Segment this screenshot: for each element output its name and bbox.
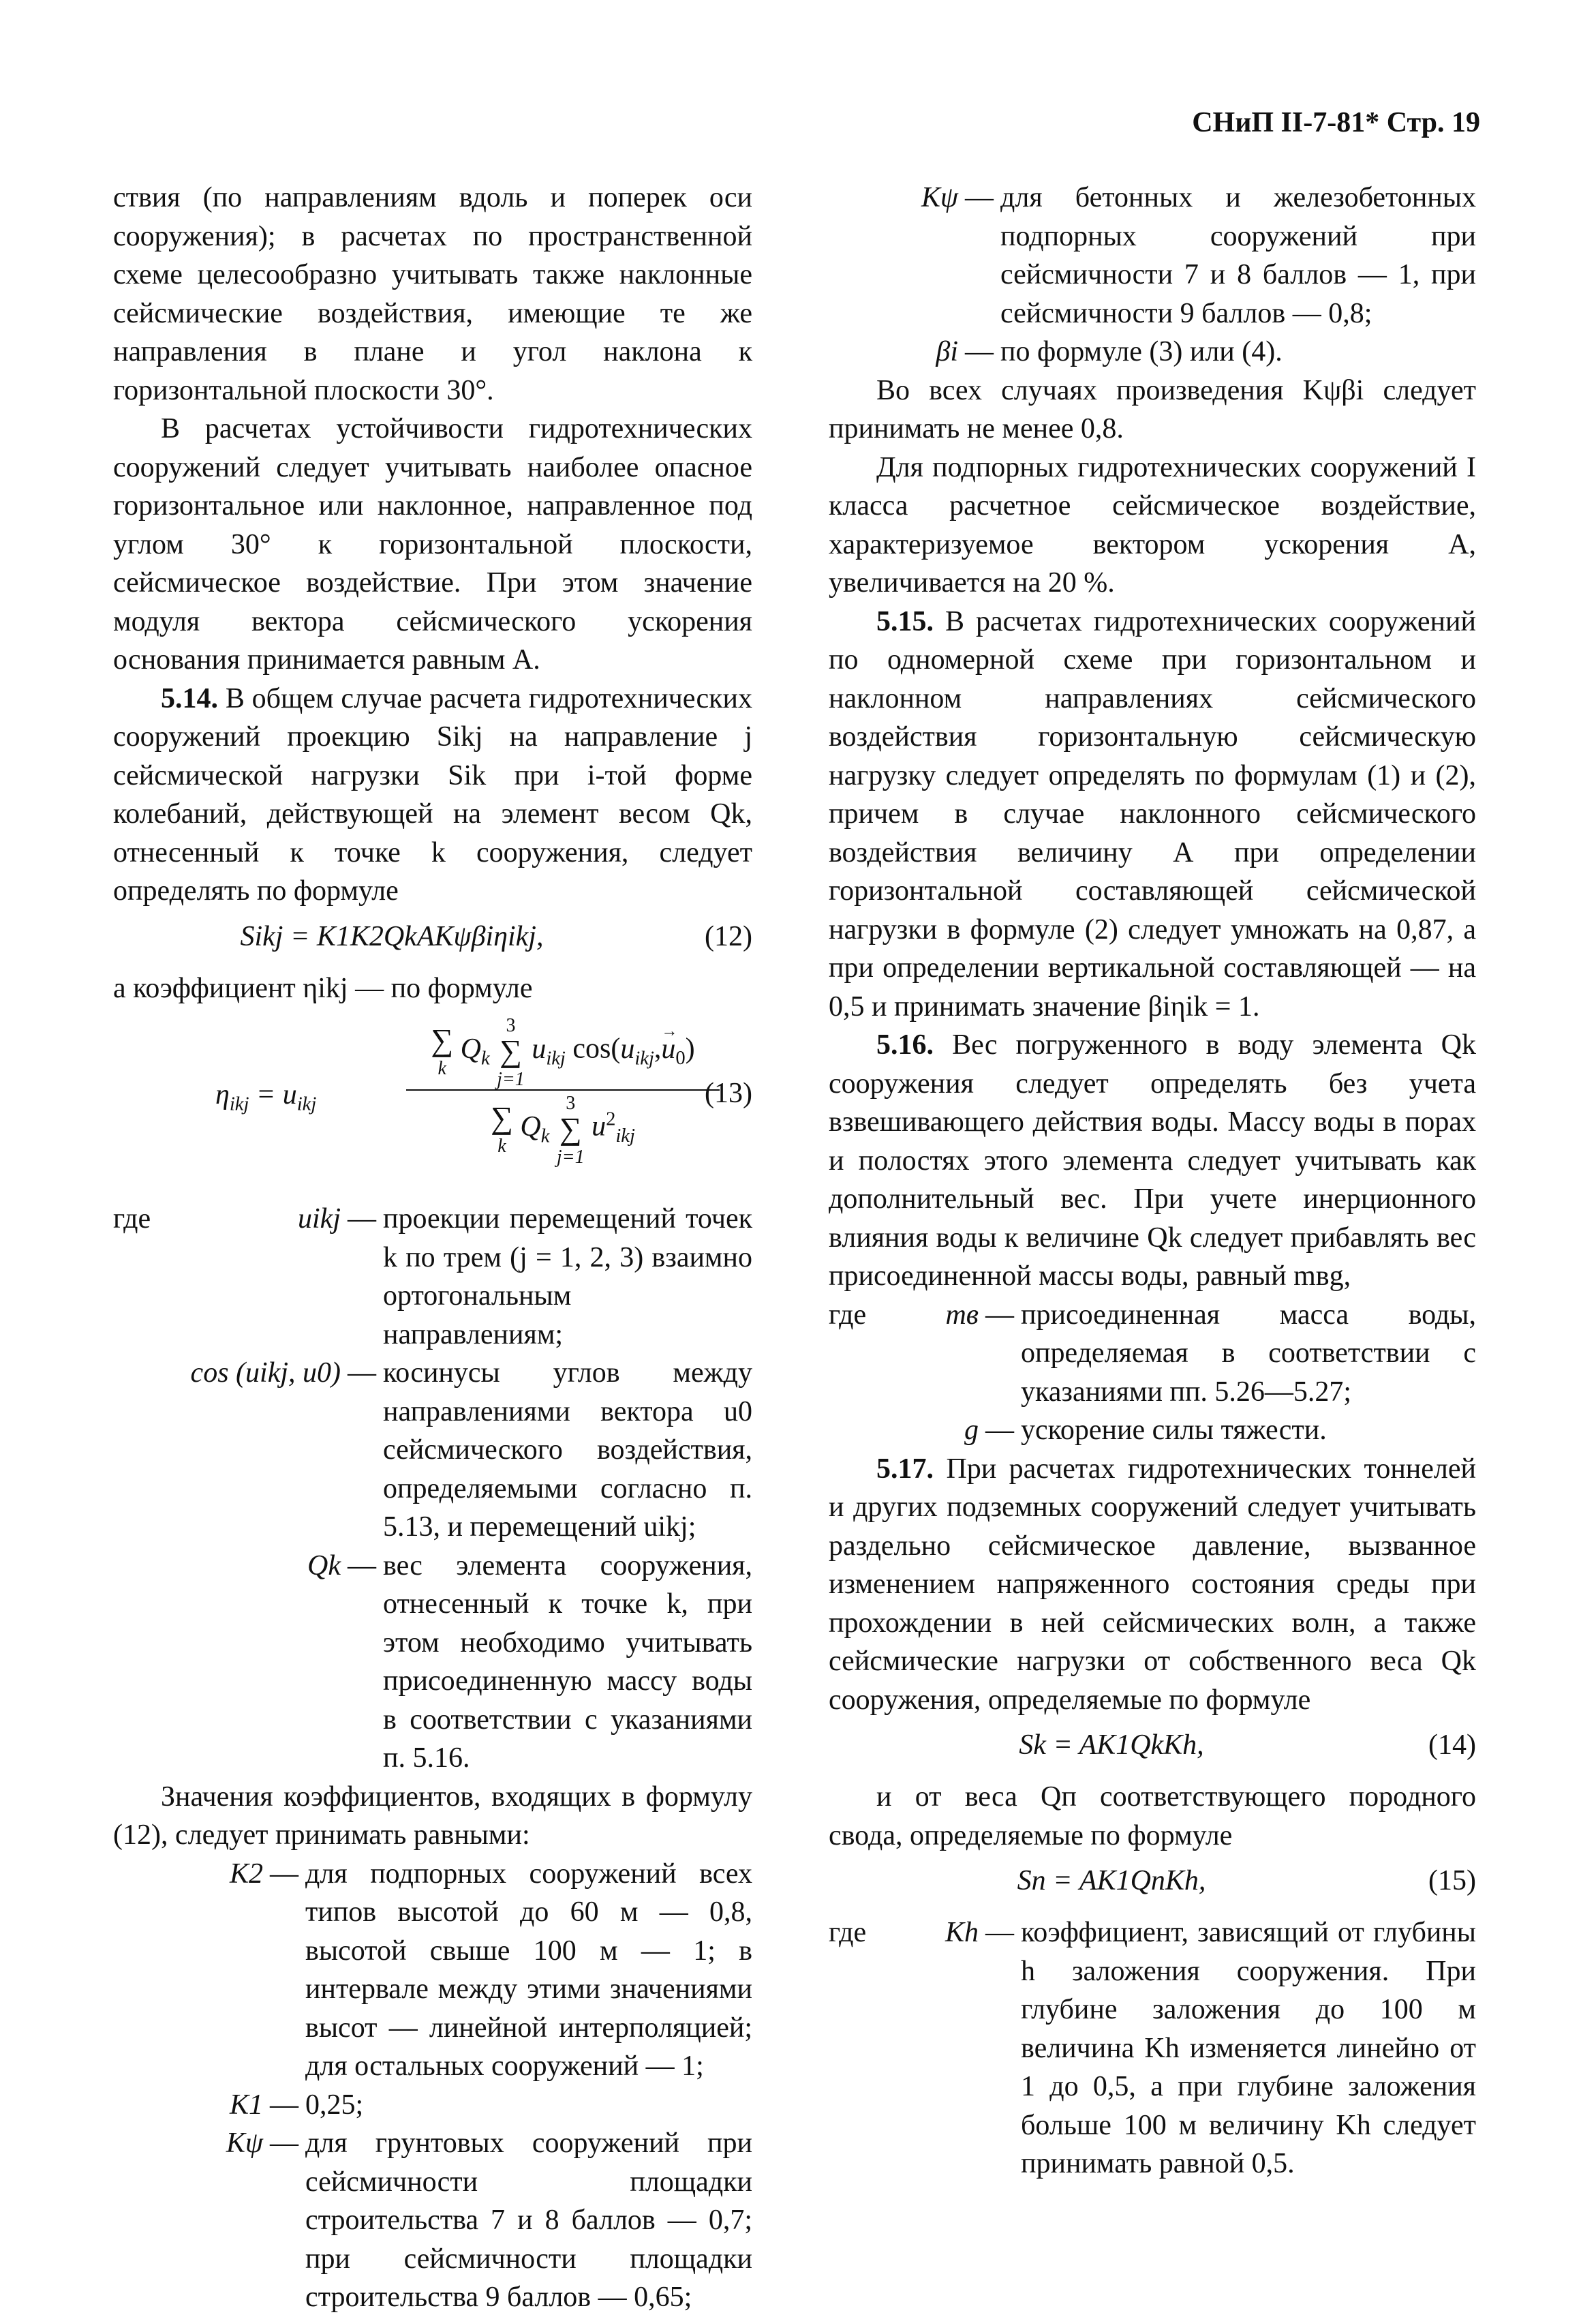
coefficient-row: K2 — для подпорных сооружений всех типов высотой до 60 м — 0,8, высотой свыше 100 м — 1; в интервале между этими значениями высот — линейной интерполяцией; для остальных сооружений — 1;: [113, 1855, 752, 2086]
section-number: 5.16.: [876, 1029, 934, 1061]
definition-text: ускорение силы тяжести.: [1021, 1414, 1327, 1446]
coefficient-symbol: Kψ: [226, 2127, 263, 2159]
formula-15-body: Sп = AK1QпKh,: [1017, 1865, 1206, 1896]
coefficient-row: βi — по формуле (3) или (4).: [829, 333, 1476, 372]
section-number: 5.17.: [876, 1453, 934, 1485]
header-text: СНиП II-7-81* Стр. 19: [1192, 107, 1480, 138]
section-5-17: [829, 1450, 1476, 1720]
left-paragraph-4: а коэффициент ηikj — по формуле: [113, 972, 533, 1004]
right-paragraph-1: Во всех случаях произведения Kψβi следует принимать не менее 0,8.: [829, 374, 1476, 444]
section-5-14: [113, 680, 752, 911]
page-header: [1192, 106, 1480, 139]
left-definitions: [113, 1200, 752, 1778]
section-text: В расчетах гидротехнических сооружений по одномерной схеме при горизонтальном и наклонном направлениях сейсмического воздействия горизонтальную сейсмическую нагрузку следует определять по формулам (1) и (2), причем в случае наклонного сейсмического воздействия величину А при определении горизонтальной составляющей сейсмической нагрузки в формуле (2) следует умножать на 0,87, а при определении вертикальной составляющей — на 0,5 и принимать значение βiηik = 1.: [829, 605, 1476, 1023]
coefficient-text: для бетонных и железобетонных подпорных сооружений при сейсмичности 7 и 8 баллов — 1, при сейсмичности 9 баллов — 0,8;: [1000, 182, 1476, 329]
definition-row: cos (uikj, u0) — косинусы углов между направлениями вектора u0 сейсмического воздействия, определяемыми согласно п. 5.13, и перемещений uikj;: [113, 1354, 752, 1547]
definition-symbol: mв: [945, 1299, 979, 1331]
formula-13-denominator: ∑ k $Q_k$ 3 ∑ j=1 $u^2_{ikj}$: [491, 1093, 635, 1168]
right-paragraph-2: Для подпорных гидротехнических сооружений I класса расчетное сейсмическое воздействие, характеризуемое вектором ускорения А, увеличивается на 20 %.: [829, 451, 1476, 599]
definition-text: косинусы углов между направлениями вектора u0 сейсмического воздействия, определяемыми согласно п. 5.13, и перемещений uikj;: [383, 1357, 752, 1543]
coefficient-row: Kψ — для бетонных и железобетонных подпорных сооружений при сейсмичности 7 и 8 баллов — 1, при сейсмичности 9 баллов — 0,8;: [829, 179, 1476, 333]
right-definitions-2: [829, 1913, 1476, 2183]
definition-text: вес элемента сооружения, отнесенный к точке k, при этом необходимо учитывать присоединенную массу воды в соответствии с указаниями п. 5.16.: [383, 1549, 752, 1774]
formula-12: [113, 911, 752, 969]
formula-15: [829, 1855, 1476, 1913]
section-text: Вес погруженного в воду элемента Qk сооружения следует определять без учета взвешивающего действия воды. Массу воды в порах и полостях этого элемента следует учитывать как дополнительный вес. При учете инерционного влияния воды к величине Qk следует прибавлять вес присоединенной массы воды, равный mвg,: [829, 1029, 1477, 1292]
left-column: [113, 179, 752, 2317]
coefficient-text: по формуле (3) или (4).: [1000, 336, 1283, 367]
coefficient-symbol: Kψ: [921, 182, 958, 213]
definition-row: где Kh — коэффициент, зависящий от глубины h заложения сооружения. При глубине заложения до 100 м величина Kh изменяется линейно от 1 до 0,5, а при глубине заложения больше 100 м величину Kh следует принимать равной 0,5.: [829, 1913, 1476, 2183]
definition-symbol: Qk: [307, 1549, 341, 1581]
section-5-16: [829, 1026, 1476, 1296]
section-5-15: [829, 603, 1476, 1027]
formula-13-fraction: [406, 1013, 720, 1167]
formula-12-body: Sikj = K1K2QkAKψβiηikj,: [240, 920, 544, 952]
definition-row: g — ускорение силы тяжести.: [829, 1411, 1476, 1450]
definition-row: где uikj — проекции перемещений точек k по трем (j = 1, 2, 3) взаимно ортогональным направлениям;: [113, 1200, 752, 1354]
right-paragraph-6: и от веса Qп соответствующего породного свода, определяемые по формуле: [829, 1781, 1476, 1851]
definition-symbol: Kh: [945, 1917, 979, 1948]
coefficient-list: [113, 1855, 752, 2317]
where-label: где: [829, 1917, 867, 1948]
coefficient-row: K1 — 0,25;: [113, 2086, 752, 2125]
section-number: 5.15.: [876, 605, 934, 637]
section-number: 5.14.: [161, 682, 218, 714]
definition-row: Qk — вес элемента сооружения, отнесенный к точке k, при этом необходимо учитывать присоединенную массу воды в соответствии с указаниями п. 5.16.: [113, 1547, 752, 1778]
formula-14-number: (14): [1428, 1729, 1476, 1761]
formula-13-lhs: $\eta_{ikj} = u_{ikj}$: [215, 1079, 317, 1115]
left-paragraph-2: В расчетах устойчивости гидротехнических сооружений следует учитывать наиболее опасное горизонтальное или наклонное, направленное под углом 30° к горизонтальной плоскости, сейсмическое воздействие. При этом значение модуля вектора сейсмического ускорения основания принимается равным А.: [113, 413, 752, 676]
left-paragraph-5: Значения коэффициентов, входящих в формулу (12), следует принимать равными:: [113, 1781, 752, 1851]
definition-text: проекции перемещений точек k по трем (j = 1, 2, 3) взаимно ортогональным направлениям;: [383, 1203, 752, 1350]
coefficient-symbol: K2: [229, 1858, 263, 1890]
formula-14: [829, 1719, 1476, 1778]
coefficient-text: для грунтовых сооружений при сейсмичности площадки строительства 7 и 8 баллов — 0,7; при сейсмичности площадки строительства 9 баллов — 0,65;: [305, 2127, 752, 2313]
right-definitions-1: [829, 1296, 1476, 1450]
right-coefficient-list: [829, 179, 1476, 372]
formula-13: [113, 1013, 752, 1183]
definition-text: коэффициент, зависящий от глубины h заложения сооружения. При глубине заложения до 100 м величина Kh изменяется линейно от 1 до 0,5, а при глубине заложения больше 100 м величину Kh следует принимать равной 0,5.: [1021, 1917, 1476, 2179]
definition-symbol: g: [964, 1414, 979, 1446]
where-label: где: [113, 1203, 151, 1235]
coefficient-symbol: K1: [229, 2089, 263, 2121]
definition-symbol: uikj: [298, 1203, 341, 1235]
formula-13-numerator: ∑ k $Q_k$ 3 ∑ j=1 $u_{ikj}$ $\cos(u_{ikj},\to u_0)$: [406, 1013, 720, 1089]
coefficient-row: Kψ — для грунтовых сооружений при сейсмичности площадки строительства 7 и 8 баллов — 0,7; при сейсмичности площадки строительства 9 баллов — 0,65;: [113, 2124, 752, 2317]
left-paragraph-1: ствия (по направлениям вдоль и поперек оси сооружения); в расчетах по пространственной схеме целесообразно учитывать также наклонные сейсмические воздействия, имеющие те же направления в плане и угол наклона к горизонтальной плоскости 30°.: [113, 182, 752, 406]
definition-row: где mв — присоединенная масса воды, определяемая в соответствии с указаниями пп. 5.26—5.27;: [829, 1296, 1476, 1412]
coefficient-text: 0,25;: [305, 2089, 364, 2121]
coefficient-symbol: βi: [936, 336, 958, 367]
where-label: где: [829, 1299, 867, 1331]
formula-13-number: (13): [705, 1078, 752, 1109]
right-column: [829, 179, 1476, 2183]
formula-14-body: Sk = AK1QkKh,: [1019, 1729, 1204, 1761]
coefficient-text: для подпорных сооружений всех типов высотой до 60 м — 0,8, высотой свыше 100 м — 1; в интервале между этими значениями высот — линейной интерполяцией; для остальных сооружений — 1;: [305, 1858, 752, 2082]
formula-12-number: (12): [705, 920, 752, 952]
definition-text: присоединенная масса воды, определяемая в соответствии с указаниями пп. 5.26—5.27;: [1021, 1299, 1476, 1408]
formula-15-number: (15): [1428, 1865, 1476, 1896]
section-text: В общем случае расчета гидротехнических сооружений проекцию Sikj на направление j сейсмической нагрузки Sik при i-той форме колебаний, действующей на элемент весом Qk, отнесенный к точке k сооружения, следует определять по формуле: [113, 682, 753, 907]
section-text: При расчетах гидротехнических тоннелей и других подземных сооружений следует учитывать раздельно сейсмическое давление, вызванное изменением напряженного состояния среды при прохождении в ней сейсмических волн, а также сейсмические нагрузки от собственного веса Qk сооружения, определяемые по формуле: [829, 1453, 1476, 1716]
definition-symbol: cos (uikj, u0): [190, 1357, 341, 1389]
